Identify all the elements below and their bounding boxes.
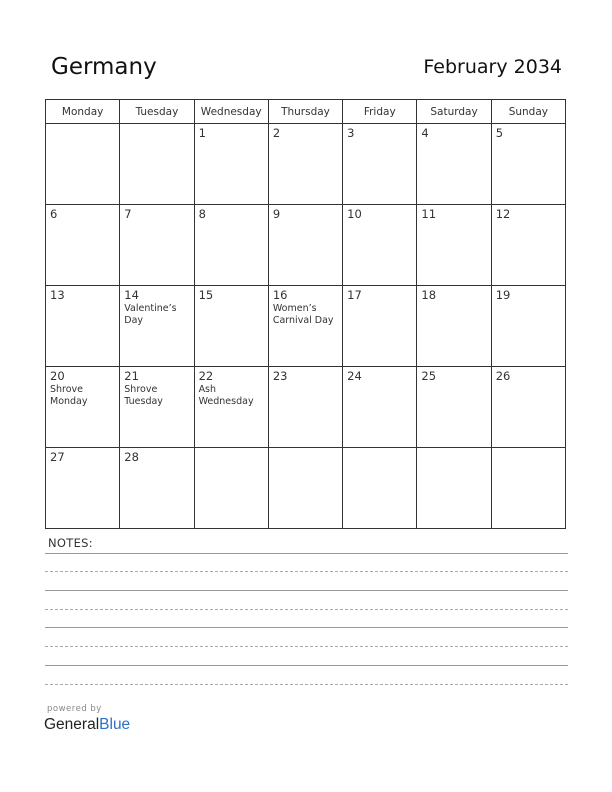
weekday-header: Thursday — [268, 100, 342, 124]
day-cell — [268, 367, 342, 448]
day-cell — [417, 205, 491, 286]
day-number: 21 — [124, 369, 139, 383]
day-number: 25 — [421, 369, 437, 383]
holiday-label: Shrove Tuesday — [124, 384, 163, 407]
day-number: 16 — [272, 288, 288, 302]
day-cell — [194, 448, 268, 529]
day-cell — [343, 205, 417, 286]
day-number: 10 — [347, 207, 362, 221]
day-cell — [46, 124, 120, 205]
note-line — [45, 590, 568, 591]
note-line — [45, 684, 568, 685]
day-number: 8 — [198, 207, 206, 221]
day-number: 20 — [50, 369, 65, 383]
day-cell — [120, 124, 194, 205]
note-line — [45, 665, 568, 666]
week-row — [46, 286, 566, 367]
week-row — [46, 448, 566, 529]
week-row — [46, 205, 566, 286]
notes-label: NOTES: — [48, 536, 93, 550]
day-cell — [268, 124, 342, 205]
brand-general: General — [44, 716, 100, 733]
day-number: 13 — [50, 288, 65, 302]
day-number: 19 — [495, 288, 511, 302]
holiday-label: Shrove Monday — [50, 384, 88, 407]
day-cell — [491, 367, 565, 448]
weekday-header: Wednesday — [194, 100, 268, 124]
day-number: 6 — [50, 207, 58, 221]
day-cell — [491, 448, 565, 529]
day-number: 5 — [495, 126, 504, 140]
day-number: 11 — [421, 207, 437, 221]
day-cell — [46, 205, 120, 286]
day-number: 1 — [198, 126, 206, 140]
weekday-header-row — [46, 100, 566, 124]
note-line — [45, 553, 568, 554]
weekday-header: Sunday — [491, 100, 565, 124]
day-cell — [194, 286, 268, 367]
day-cell — [194, 124, 268, 205]
day-number: 27 — [50, 450, 65, 464]
day-number: 24 — [347, 369, 362, 383]
day-cell — [120, 205, 194, 286]
weekday-header: Monday — [46, 100, 120, 124]
day-cell — [417, 286, 491, 367]
holiday-label: Valentine’s Day — [124, 303, 177, 326]
day-cell — [417, 448, 491, 529]
day-number: 3 — [347, 126, 355, 140]
day-cell — [194, 367, 268, 448]
day-number: 15 — [198, 288, 214, 302]
day-cell — [46, 286, 120, 367]
day-cell — [120, 286, 194, 367]
day-cell — [268, 286, 342, 367]
day-number: 14 — [124, 288, 139, 302]
day-cell — [491, 205, 565, 286]
day-cell — [343, 286, 417, 367]
day-cell — [417, 124, 491, 205]
brand-blue: Blue — [99, 716, 131, 733]
day-cell — [268, 448, 342, 529]
day-cell — [120, 367, 194, 448]
note-line — [45, 609, 568, 610]
month-year-title: February 2034 — [423, 56, 562, 78]
note-line — [45, 571, 568, 572]
day-cell — [120, 448, 194, 529]
calendar-grid — [45, 99, 566, 529]
day-number: 26 — [495, 369, 511, 383]
day-cell — [417, 367, 491, 448]
day-number: 12 — [495, 207, 511, 221]
day-cell — [343, 448, 417, 529]
day-number: 9 — [272, 207, 281, 221]
holiday-label: Ash Wednesday — [198, 384, 254, 407]
day-cell — [46, 448, 120, 529]
day-number: 17 — [347, 288, 362, 302]
day-number: 7 — [124, 207, 132, 221]
weekday-header: Saturday — [417, 100, 491, 124]
day-number: 4 — [421, 126, 429, 140]
holiday-label: Women’s Carnival Day — [272, 303, 334, 326]
day-number: 28 — [124, 450, 139, 464]
weekday-header: Friday — [343, 100, 417, 124]
day-number: 23 — [272, 369, 288, 383]
weekday-header: Tuesday — [120, 100, 194, 124]
country-title: Germany — [51, 54, 157, 80]
powered-by-text: powered by — [47, 704, 102, 714]
day-cell — [491, 286, 565, 367]
note-line — [45, 627, 568, 628]
week-row — [46, 124, 566, 205]
brand-logo — [44, 716, 130, 734]
note-line — [45, 646, 568, 647]
day-cell — [343, 367, 417, 448]
day-number: 2 — [272, 126, 281, 140]
day-cell — [343, 124, 417, 205]
day-cell — [268, 205, 342, 286]
day-cell — [46, 367, 120, 448]
day-number: 22 — [198, 369, 214, 383]
day-cell — [491, 124, 565, 205]
day-number: 18 — [421, 288, 437, 302]
week-row — [46, 367, 566, 448]
day-cell — [194, 205, 268, 286]
